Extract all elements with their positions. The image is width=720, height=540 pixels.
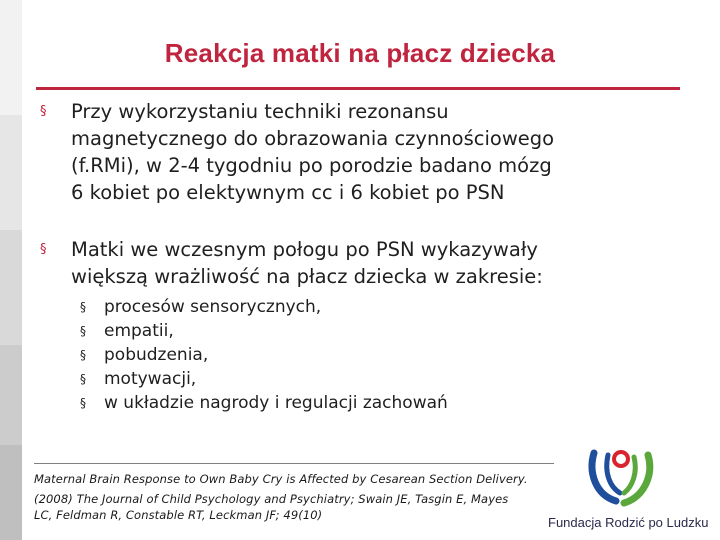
reference-divider xyxy=(34,463,554,464)
bullet-1-text: Przy wykorzystaniu techniki rezonansu magnetycznego do obrazowania czynnościowego (f.RMi), w 2-4 tygodniu po porodzie badano mózg 6 kobiet po elektywnym cc i 6 kobiet po PSN xyxy=(71,100,555,204)
sub-bullet-text: motywacji, xyxy=(104,369,197,389)
bullet-2-text: Matki we wczesnym połogu po PSN wykazywały większą wrażliwość na płacz dziecka w zakresie: xyxy=(71,238,543,288)
sub-bullet-marker: § xyxy=(80,300,86,314)
sub-bullet-text: procesów sensorycznych, xyxy=(104,297,322,317)
sub-bullet-text: pobudzenia, xyxy=(104,345,209,365)
left-decor-bar xyxy=(0,0,22,540)
title-underline xyxy=(36,87,680,90)
sub-bullet-text: empatii, xyxy=(104,321,174,341)
sub-bullet-marker: § xyxy=(80,348,86,362)
sub-bullet-marker: § xyxy=(80,372,86,386)
slide-title: Reakcja matki na płacz dziecka xyxy=(164,38,556,68)
bullet-marker: § xyxy=(40,242,47,257)
reference-line-3: LC, Feldman R, Constable RT, Leckman JF; 49(10) xyxy=(34,508,323,522)
sub-bullet-marker: § xyxy=(80,396,86,410)
logo-caption: Fundacja Rodzić po Ludzku xyxy=(548,515,709,530)
reference-line-2: (2008) The Journal of Child Psychology and Psychiatry; Swain JE, Tasgin E, Mayes xyxy=(34,492,509,506)
foundation-logo-icon xyxy=(586,443,656,513)
bullet-marker: § xyxy=(40,104,47,119)
sub-bullet-text: w układzie nagrody i regulacji zachowań xyxy=(104,393,448,413)
reference-line-1: Maternal Brain Response to Own Baby Cry is Affected by Cesarean Section Delivery. xyxy=(34,472,528,486)
sub-bullet-marker: § xyxy=(80,324,86,338)
